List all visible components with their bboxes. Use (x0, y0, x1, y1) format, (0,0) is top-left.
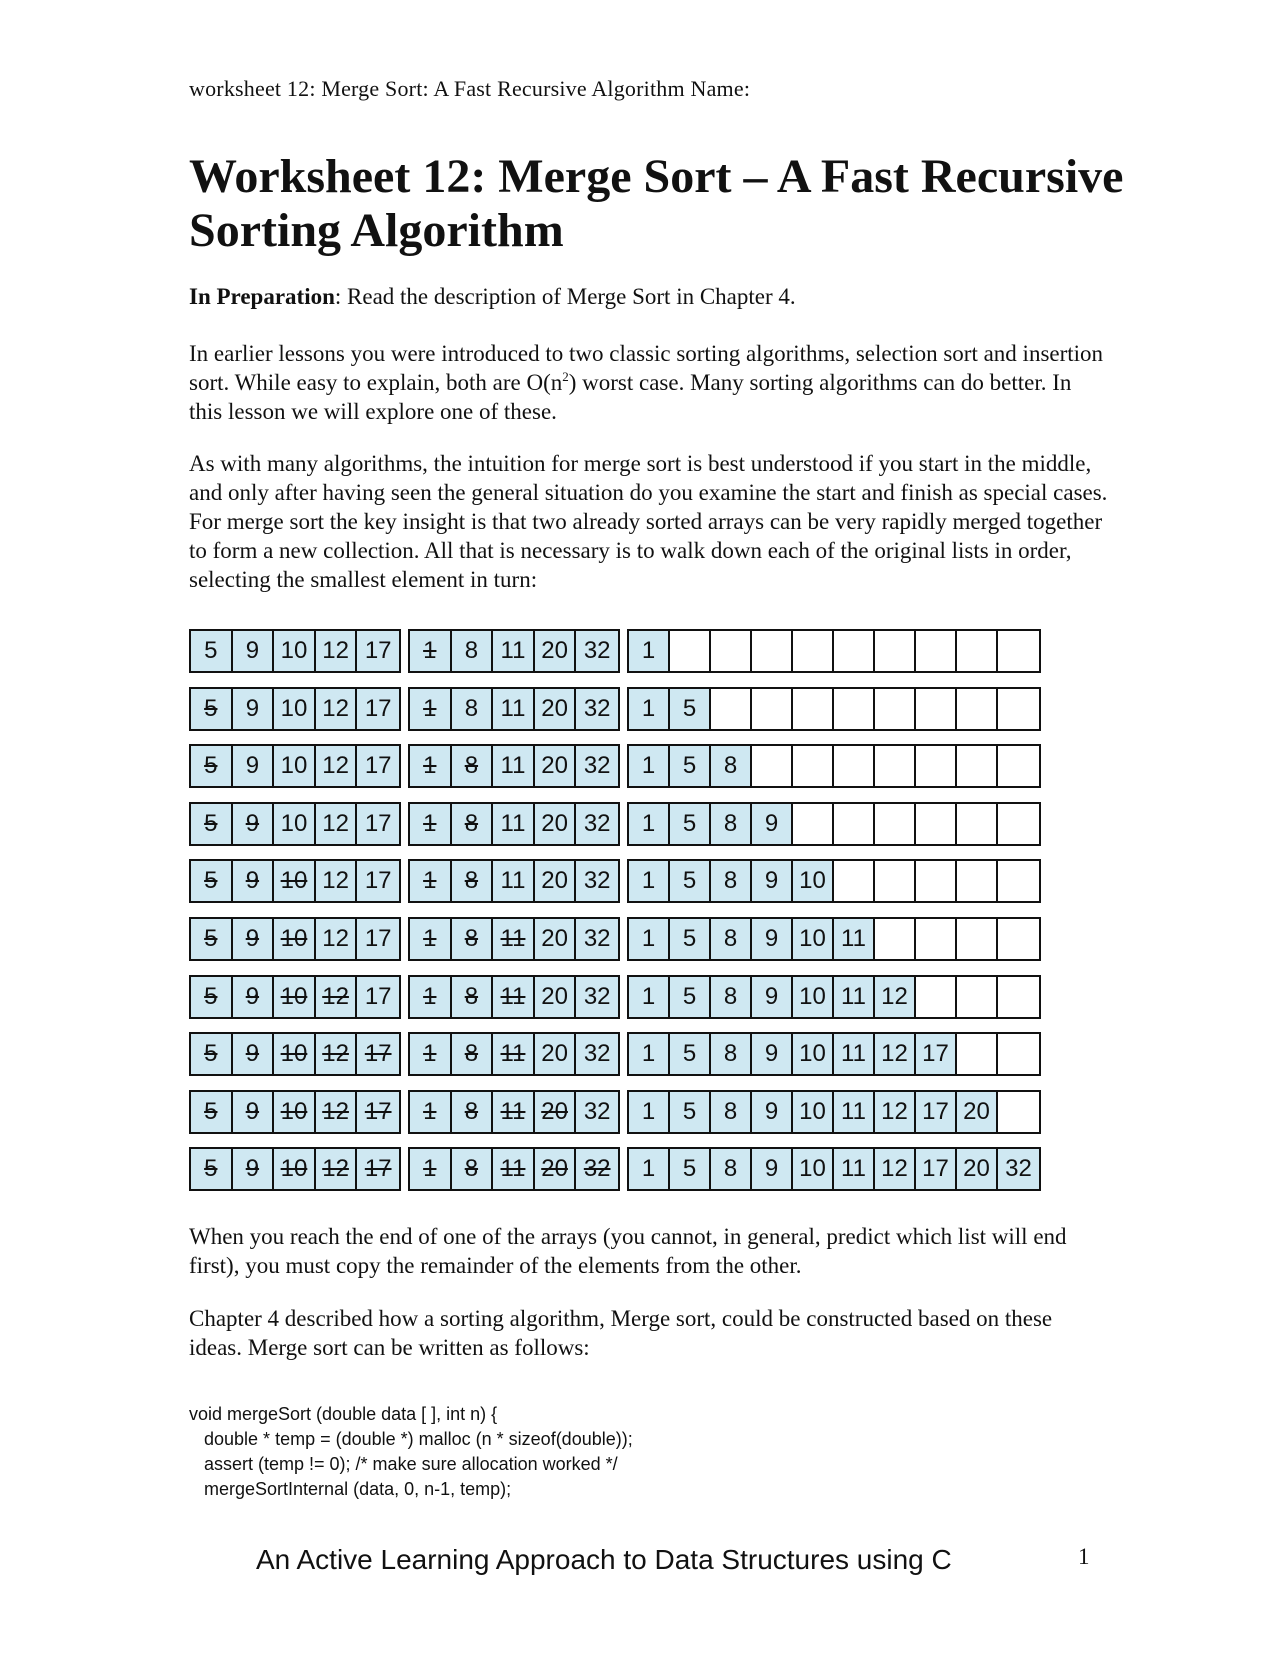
array-cell: 12 (875, 977, 916, 1017)
merged-result-array (627, 744, 1041, 788)
crossed-out-cell: 9 (233, 977, 275, 1017)
crossed-out-cell: 5 (191, 1092, 233, 1132)
array-cell: 5 (191, 631, 233, 671)
array-cell: 8 (711, 746, 752, 786)
crossed-out-cell: 8 (452, 804, 494, 844)
empty-cell (998, 746, 1039, 786)
crossed-out-cell: 11 (493, 1092, 535, 1132)
merged-result-array (627, 687, 1041, 731)
crossed-out-cell: 5 (191, 861, 233, 901)
empty-cell (998, 919, 1039, 959)
crossed-out-cell: 5 (191, 1034, 233, 1074)
array-cell: 12 (316, 804, 358, 844)
array-cell: 11 (834, 977, 875, 1017)
array-cell: 8 (711, 1149, 752, 1189)
crossed-out-cell: 1 (410, 689, 452, 729)
array-cell: 20 (957, 1092, 998, 1132)
array-cell: 11 (834, 919, 875, 959)
empty-cell (711, 631, 752, 671)
empty-cell (998, 804, 1039, 844)
empty-cell (875, 689, 916, 729)
array-cell: 9 (752, 919, 793, 959)
right-sorted-array (408, 629, 620, 673)
crossed-out-cell: 10 (274, 1092, 316, 1132)
empty-cell (793, 689, 834, 729)
intro-superscript: 2 (562, 369, 569, 384)
empty-cell (752, 746, 793, 786)
empty-cell (916, 631, 957, 671)
empty-cell (957, 919, 998, 959)
crossed-out-cell: 20 (535, 1149, 577, 1189)
empty-cell (752, 631, 793, 671)
array-cell: 8 (711, 804, 752, 844)
crossed-out-cell: 5 (191, 1149, 233, 1189)
page-number: 1 (1078, 1544, 1090, 1569)
crossed-out-cell: 11 (493, 1034, 535, 1074)
crossed-out-cell: 12 (316, 1149, 358, 1189)
preparation-text: : Read the description of Merge Sort in Chapter 4. (334, 284, 796, 309)
empty-cell (957, 861, 998, 901)
crossed-out-cell: 1 (410, 919, 452, 959)
array-cell: 11 (493, 804, 535, 844)
array-cell: 10 (793, 861, 834, 901)
page-footer: An Active Learning Approach to Data Structures using C (256, 1544, 952, 1575)
array-cell: 32 (576, 919, 618, 959)
running-header: worksheet 12: Merge Sort: A Fast Recursive Algorithm Name: (189, 76, 751, 101)
empty-cell (916, 861, 957, 901)
array-cell: 17 (916, 1034, 957, 1074)
merge-step-row (189, 802, 1089, 846)
array-cell: 17 (357, 746, 399, 786)
array-cell: 20 (535, 977, 577, 1017)
merged-result-array (627, 975, 1041, 1019)
empty-cell (793, 746, 834, 786)
code-line: mergeSortInternal (data, 0, n-1, temp); (189, 1479, 512, 1499)
crossed-out-cell: 8 (452, 919, 494, 959)
array-cell: 17 (357, 977, 399, 1017)
array-cell: 5 (670, 689, 711, 729)
crossed-out-cell: 1 (410, 1034, 452, 1074)
right-sorted-array (408, 1032, 620, 1076)
crossed-out-cell: 20 (535, 1092, 577, 1132)
empty-cell (916, 919, 957, 959)
array-cell: 5 (670, 919, 711, 959)
empty-cell (711, 689, 752, 729)
merge-step-row (189, 1090, 1089, 1134)
crossed-out-cell: 5 (191, 919, 233, 959)
empty-cell (957, 746, 998, 786)
array-cell: 32 (576, 689, 618, 729)
empty-cell (957, 631, 998, 671)
empty-cell (834, 861, 875, 901)
array-cell: 10 (793, 1092, 834, 1132)
array-cell: 9 (752, 1149, 793, 1189)
empty-cell (916, 689, 957, 729)
crossed-out-cell: 8 (452, 861, 494, 901)
crossed-out-cell: 17 (357, 1149, 399, 1189)
empty-cell (752, 689, 793, 729)
right-sorted-array (408, 975, 620, 1019)
merged-result-array (627, 859, 1041, 903)
empty-cell (834, 689, 875, 729)
after-figure-paragraph: When you reach the end of one of the arrays (you cannot, in general, predict which list will end first), you must copy the remainder of the elements from the other. (189, 1224, 1067, 1278)
array-cell: 1 (629, 631, 670, 671)
array-cell: 1 (629, 746, 670, 786)
empty-cell (875, 861, 916, 901)
crossed-out-cell: 1 (410, 746, 452, 786)
preparation-label: In Preparation (189, 284, 335, 309)
array-cell: 20 (535, 861, 577, 901)
array-cell: 12 (875, 1149, 916, 1189)
crossed-out-cell: 10 (274, 861, 316, 901)
array-cell: 9 (233, 746, 275, 786)
array-cell: 9 (752, 1034, 793, 1074)
page-title (189, 150, 1189, 258)
array-cell: 12 (875, 1034, 916, 1074)
left-sorted-array (189, 687, 401, 731)
array-cell: 32 (576, 746, 618, 786)
crossed-out-cell: 10 (274, 919, 316, 959)
empty-cell (875, 631, 916, 671)
merge-step-row (189, 917, 1089, 961)
array-cell: 32 (576, 1034, 618, 1074)
empty-cell (875, 919, 916, 959)
array-cell: 5 (670, 861, 711, 901)
empty-cell (793, 804, 834, 844)
merged-result-array (627, 1090, 1041, 1134)
array-cell: 5 (670, 746, 711, 786)
array-cell: 8 (452, 689, 494, 729)
array-cell: 11 (493, 861, 535, 901)
array-cell: 1 (629, 1092, 670, 1132)
array-cell: 1 (629, 1149, 670, 1189)
array-cell: 11 (493, 631, 535, 671)
array-cell: 10 (274, 746, 316, 786)
array-cell: 9 (752, 861, 793, 901)
crossed-out-cell: 5 (191, 977, 233, 1017)
array-cell: 10 (793, 919, 834, 959)
array-cell: 20 (535, 919, 577, 959)
title-line-1: Worksheet 12: Merge Sort – A Fast Recursive (189, 150, 1124, 203)
left-sorted-array (189, 1032, 401, 1076)
crossed-out-cell: 8 (452, 1034, 494, 1074)
array-cell: 11 (493, 746, 535, 786)
merge-step-row (189, 975, 1089, 1019)
empty-cell (834, 804, 875, 844)
empty-cell (916, 746, 957, 786)
right-sorted-array (408, 1090, 620, 1134)
code-line: void mergeSort (double data [ ], int n) { (189, 1404, 498, 1424)
array-cell: 17 (357, 919, 399, 959)
crossed-out-cell: 9 (233, 919, 275, 959)
array-cell: 12 (316, 746, 358, 786)
crossed-out-cell: 10 (274, 1149, 316, 1189)
empty-cell (875, 804, 916, 844)
array-cell: 9 (233, 631, 275, 671)
array-cell: 32 (576, 861, 618, 901)
right-sorted-array (408, 687, 620, 731)
empty-cell (916, 804, 957, 844)
crossed-out-cell: 32 (576, 1149, 618, 1189)
array-cell: 11 (493, 689, 535, 729)
array-cell: 10 (793, 1034, 834, 1074)
right-sorted-array (408, 859, 620, 903)
merge-step-row (189, 859, 1089, 903)
merged-result-array (627, 1032, 1041, 1076)
array-cell: 17 (357, 631, 399, 671)
array-cell: 9 (752, 804, 793, 844)
array-cell: 5 (670, 1092, 711, 1132)
crossed-out-cell: 17 (357, 1034, 399, 1074)
crossed-out-cell: 8 (452, 746, 494, 786)
crossed-out-cell: 10 (274, 1034, 316, 1074)
empty-cell (834, 631, 875, 671)
array-cell: 20 (535, 689, 577, 729)
empty-cell (957, 977, 998, 1017)
array-cell: 8 (711, 1034, 752, 1074)
merge-step-row (189, 687, 1089, 731)
array-cell: 11 (834, 1092, 875, 1132)
array-cell: 17 (357, 689, 399, 729)
array-cell: 8 (711, 977, 752, 1017)
crossed-out-cell: 10 (274, 977, 316, 1017)
array-cell: 10 (274, 689, 316, 729)
array-cell: 1 (629, 861, 670, 901)
crossed-out-cell: 8 (452, 1092, 494, 1132)
left-sorted-array (189, 917, 401, 961)
right-sorted-array (408, 917, 620, 961)
crossed-out-cell: 1 (410, 977, 452, 1017)
array-cell: 5 (670, 804, 711, 844)
intro-text-1: In earlier lessons you were introduced to two classic sorting algorithms, selection sort and insertion sort. While easy to explain, both are O(n (189, 341, 1104, 395)
right-sorted-array (408, 1147, 620, 1191)
empty-cell (793, 631, 834, 671)
empty-cell (998, 977, 1039, 1017)
code-line: double * temp = (double *) malloc (n * sizeof(double)); (189, 1429, 633, 1449)
crossed-out-cell: 11 (493, 1149, 535, 1189)
array-cell: 12 (316, 919, 358, 959)
code-line: assert (temp != 0); /* make sure allocation worked */ (189, 1454, 618, 1474)
array-cell: 5 (670, 977, 711, 1017)
empty-cell (998, 1092, 1039, 1132)
array-cell: 9 (233, 689, 275, 729)
array-cell: 8 (711, 861, 752, 901)
array-cell: 32 (576, 1092, 618, 1132)
merged-result-array (627, 802, 1041, 846)
empty-cell (916, 977, 957, 1017)
empty-cell (998, 689, 1039, 729)
array-cell: 8 (711, 1092, 752, 1132)
left-sorted-array (189, 744, 401, 788)
left-sorted-array (189, 859, 401, 903)
array-cell: 32 (576, 631, 618, 671)
empty-cell (998, 861, 1039, 901)
array-cell: 5 (670, 1034, 711, 1074)
left-sorted-array (189, 1147, 401, 1191)
crossed-out-cell: 9 (233, 861, 275, 901)
array-cell: 1 (629, 977, 670, 1017)
intro-paragraph (189, 339, 1109, 426)
title-line-2: Sorting Algorithm (189, 204, 564, 257)
preparation-note (189, 284, 796, 310)
crossed-out-cell: 1 (410, 1092, 452, 1132)
array-cell: 9 (752, 1092, 793, 1132)
array-cell: 1 (629, 1034, 670, 1074)
merged-result-array (627, 917, 1041, 961)
merge-step-row (189, 629, 1089, 673)
array-cell: 20 (957, 1149, 998, 1189)
crossed-out-cell: 12 (316, 1092, 358, 1132)
merge-step-row (189, 1032, 1089, 1076)
crossed-out-cell: 11 (493, 977, 535, 1017)
array-cell: 8 (452, 631, 494, 671)
crossed-out-cell: 1 (410, 631, 452, 671)
crossed-out-cell: 17 (357, 1092, 399, 1132)
array-cell: 17 (916, 1149, 957, 1189)
array-cell: 32 (576, 804, 618, 844)
crossed-out-cell: 5 (191, 746, 233, 786)
array-cell: 10 (274, 804, 316, 844)
right-sorted-array (408, 744, 620, 788)
merge-step-row (189, 744, 1089, 788)
array-cell: 9 (752, 977, 793, 1017)
crossed-out-cell: 11 (493, 919, 535, 959)
empty-cell (957, 1034, 998, 1074)
array-cell: 10 (793, 977, 834, 1017)
merged-result-array (627, 629, 1041, 673)
array-cell: 20 (535, 1034, 577, 1074)
array-cell: 11 (834, 1149, 875, 1189)
array-cell: 1 (629, 689, 670, 729)
array-cell: 12 (316, 861, 358, 901)
array-cell: 8 (711, 919, 752, 959)
array-cell: 1 (629, 804, 670, 844)
left-sorted-array (189, 975, 401, 1019)
array-cell: 17 (357, 861, 399, 901)
empty-cell (998, 1034, 1039, 1074)
array-cell: 32 (576, 977, 618, 1017)
crossed-out-cell: 5 (191, 689, 233, 729)
array-cell: 20 (535, 804, 577, 844)
right-sorted-array (408, 802, 620, 846)
array-cell: 12 (875, 1092, 916, 1132)
empty-cell (670, 631, 711, 671)
array-cell: 10 (274, 631, 316, 671)
empty-cell (957, 689, 998, 729)
left-sorted-array (189, 802, 401, 846)
crossed-out-cell: 9 (233, 804, 275, 844)
array-cell: 10 (793, 1149, 834, 1189)
array-cell: 12 (316, 689, 358, 729)
merge-figure (189, 629, 1089, 1202)
array-cell: 17 (916, 1092, 957, 1132)
crossed-out-cell: 8 (452, 977, 494, 1017)
left-sorted-array (189, 629, 401, 673)
code-block (189, 1402, 633, 1502)
crossed-out-cell: 1 (410, 1149, 452, 1189)
crossed-out-cell: 12 (316, 977, 358, 1017)
left-sorted-array (189, 1090, 401, 1134)
crossed-out-cell: 9 (233, 1149, 275, 1189)
array-cell: 20 (535, 746, 577, 786)
array-cell: 17 (357, 804, 399, 844)
crossed-out-cell: 8 (452, 1149, 494, 1189)
array-cell: 12 (316, 631, 358, 671)
array-cell: 11 (834, 1034, 875, 1074)
intuition-paragraph: As with many algorithms, the intuition for merge sort is best understood if you start in the middle, and only after having seen the general situation do you examine the start and finish as special cases. For merge sort the key insight is that two already sorted arrays can be very rapidly merged together to form a new collection. All that is necessary is to walk down each of the original lists in order, selecting the smallest element in turn: (189, 451, 1108, 592)
crossed-out-cell: 12 (316, 1034, 358, 1074)
intro-text-2: ) worst case. Many sorting algorithms can do better. In this lesson we will explore one of these. (189, 370, 1072, 424)
empty-cell (834, 746, 875, 786)
chapter-note-paragraph: Chapter 4 described how a sorting algorithm, Merge sort, could be constructed based on these ideas. Merge sort can be written as follows: (189, 1306, 1053, 1360)
array-cell: 1 (629, 919, 670, 959)
merged-result-array (627, 1147, 1041, 1191)
crossed-out-cell: 1 (410, 861, 452, 901)
crossed-out-cell: 9 (233, 1092, 275, 1132)
array-cell: 5 (670, 1149, 711, 1189)
crossed-out-cell: 1 (410, 804, 452, 844)
array-cell: 20 (535, 631, 577, 671)
crossed-out-cell: 5 (191, 804, 233, 844)
array-cell: 32 (998, 1149, 1039, 1189)
empty-cell (875, 746, 916, 786)
empty-cell (998, 631, 1039, 671)
crossed-out-cell: 9 (233, 1034, 275, 1074)
empty-cell (957, 804, 998, 844)
merge-step-row (189, 1147, 1089, 1191)
